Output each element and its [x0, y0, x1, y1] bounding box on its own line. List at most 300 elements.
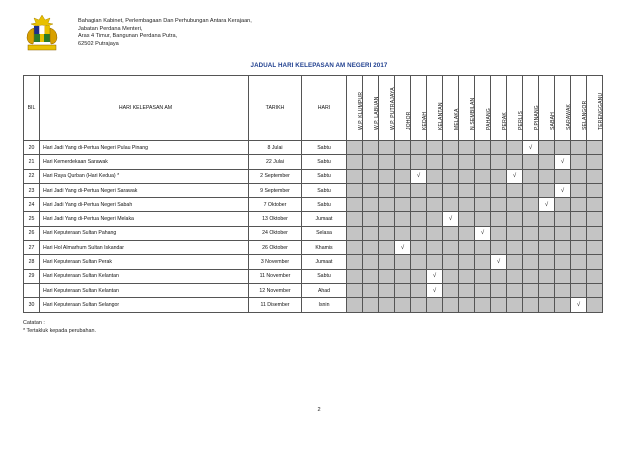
header-state-label: PERLIS: [517, 111, 524, 130]
row-holiday-name: Hari Keputeraan Sultan Kelantan: [40, 269, 249, 283]
row-bil: 26: [24, 226, 40, 240]
shaded-cell: [411, 283, 427, 297]
row-holiday-name: Hari Keputeraan Sultan Perak: [40, 255, 249, 269]
shaded-cell: [379, 241, 395, 255]
check-mark-cell: √: [475, 226, 491, 240]
shaded-cell: [411, 155, 427, 169]
shaded-cell: [475, 212, 491, 226]
shaded-cell: [395, 298, 411, 312]
check-mark-cell: √: [427, 283, 443, 297]
shaded-cell: [507, 241, 523, 255]
shaded-cell: [427, 155, 443, 169]
shaded-cell: [347, 255, 363, 269]
shaded-cell: [443, 169, 459, 183]
row-date: 8 Julai: [249, 141, 302, 155]
shaded-cell: [555, 269, 571, 283]
shaded-cell: [555, 141, 571, 155]
shaded-cell: [395, 198, 411, 212]
shaded-cell: [555, 226, 571, 240]
shaded-cell: [459, 241, 475, 255]
table-body: [24, 141, 603, 313]
shaded-cell: [491, 169, 507, 183]
row-holiday-name: Hari Jadi Yang di-Pertua Negeri Pulau Pinang: [40, 141, 249, 155]
shaded-cell: [475, 255, 491, 269]
row-bil: 24: [24, 198, 40, 212]
row-bil: 20: [24, 141, 40, 155]
row-date: 26 Oktober: [249, 241, 302, 255]
shaded-cell: [379, 141, 395, 155]
shaded-cell: [523, 226, 539, 240]
shaded-cell: [475, 298, 491, 312]
shaded-cell: [491, 298, 507, 312]
header-state-label: SELANGOR: [581, 100, 588, 130]
shaded-cell: [491, 183, 507, 197]
shaded-cell: [539, 255, 555, 269]
shaded-cell: [395, 255, 411, 269]
shaded-cell: [363, 298, 379, 312]
shaded-cell: [379, 283, 395, 297]
shaded-cell: [443, 141, 459, 155]
shaded-cell: [555, 283, 571, 297]
row-day: Sabtu: [302, 141, 347, 155]
shaded-cell: [411, 255, 427, 269]
table-row: [24, 141, 603, 155]
shaded-cell: [347, 241, 363, 255]
shaded-cell: [571, 241, 587, 255]
header-state-label: N.SEMBILAN: [469, 97, 476, 130]
row-date: 2 September: [249, 169, 302, 183]
shaded-cell: [363, 226, 379, 240]
shaded-cell: [491, 198, 507, 212]
header-hari-kelepasan: HARI KELEPASAN AM: [40, 76, 249, 141]
shaded-cell: [523, 198, 539, 212]
check-mark-cell: √: [539, 198, 555, 212]
check-mark-cell: √: [507, 169, 523, 183]
shaded-cell: [379, 255, 395, 269]
shaded-cell: [587, 255, 603, 269]
notes-heading: Catatan :: [23, 320, 45, 326]
shaded-cell: [379, 155, 395, 169]
shaded-cell: [523, 283, 539, 297]
shaded-cell: [571, 169, 587, 183]
shaded-cell: [363, 255, 379, 269]
shaded-cell: [507, 198, 523, 212]
shaded-cell: [427, 212, 443, 226]
table-row: [24, 255, 603, 269]
shaded-cell: [459, 269, 475, 283]
shaded-cell: [395, 226, 411, 240]
shaded-cell: [395, 141, 411, 155]
shaded-cell: [555, 241, 571, 255]
header-state: [507, 76, 523, 141]
row-bil: [24, 283, 40, 297]
shaded-cell: [443, 255, 459, 269]
shaded-cell: [411, 298, 427, 312]
shaded-cell: [427, 183, 443, 197]
table-row: [24, 241, 603, 255]
shaded-cell: [491, 155, 507, 169]
header-state: [427, 76, 443, 141]
shaded-cell: [587, 269, 603, 283]
shaded-cell: [411, 241, 427, 255]
document-title: JADUAL HARI KELEPASAN AM NEGERI 2017: [250, 62, 388, 69]
shaded-cell: [411, 198, 427, 212]
shaded-cell: [347, 283, 363, 297]
row-day: Sabtu: [302, 269, 347, 283]
shaded-cell: [459, 198, 475, 212]
header-state-label: W.P. PUTRAJAYA: [389, 87, 396, 130]
shaded-cell: [491, 269, 507, 283]
shaded-cell: [347, 169, 363, 183]
shaded-cell: [395, 283, 411, 297]
shaded-cell: [427, 198, 443, 212]
header-hari: HARI: [302, 76, 347, 141]
address-line: Bahagian Kabinet, Perlembagaan Dan Perhubungan Antara Kerajaan,: [78, 18, 252, 24]
shaded-cell: [539, 269, 555, 283]
page-number: 2: [317, 407, 321, 413]
shaded-cell: [555, 212, 571, 226]
header-state-label: PAHANG: [485, 108, 492, 130]
shaded-cell: [507, 212, 523, 226]
shaded-cell: [491, 283, 507, 297]
header-bil: BIL: [24, 76, 40, 141]
shaded-cell: [523, 155, 539, 169]
shaded-cell: [491, 226, 507, 240]
address-block: [78, 18, 252, 48]
notes-item: * Tertakluk kepada perubahan.: [23, 328, 97, 334]
shaded-cell: [587, 283, 603, 297]
shaded-cell: [587, 298, 603, 312]
row-date: 13 Oktober: [249, 212, 302, 226]
shaded-cell: [475, 169, 491, 183]
shaded-cell: [523, 269, 539, 283]
row-date: 11 Disember: [249, 298, 302, 312]
shaded-cell: [491, 141, 507, 155]
shaded-cell: [363, 241, 379, 255]
row-date: 22 Julai: [249, 155, 302, 169]
header-state-label: W.P. LABUAN: [373, 96, 380, 130]
shaded-cell: [427, 169, 443, 183]
shaded-cell: [571, 212, 587, 226]
shaded-cell: [539, 183, 555, 197]
header-state-label: PERAK: [501, 112, 508, 130]
shaded-cell: [443, 183, 459, 197]
shaded-cell: [475, 269, 491, 283]
shaded-cell: [379, 183, 395, 197]
shaded-cell: [523, 298, 539, 312]
shaded-cell: [539, 155, 555, 169]
shaded-cell: [523, 255, 539, 269]
shaded-cell: [587, 212, 603, 226]
shaded-cell: [475, 198, 491, 212]
table-row: [24, 169, 603, 183]
shaded-cell: [523, 241, 539, 255]
shaded-cell: [507, 141, 523, 155]
check-mark-cell: √: [395, 241, 411, 255]
row-date: 24 Oktober: [249, 226, 302, 240]
shaded-cell: [363, 212, 379, 226]
row-day: Sabtu: [302, 169, 347, 183]
shaded-cell: [411, 141, 427, 155]
check-mark-cell: √: [411, 169, 427, 183]
row-holiday-name: Hari Raya Qurban (Hari Kedua) *: [40, 169, 249, 183]
malaysia-coat-of-arms-icon: [22, 14, 62, 54]
shaded-cell: [475, 183, 491, 197]
shaded-cell: [411, 183, 427, 197]
shaded-cell: [491, 241, 507, 255]
check-mark-cell: √: [571, 298, 587, 312]
row-bil: 23: [24, 183, 40, 197]
shaded-cell: [539, 141, 555, 155]
row-date: 3 November: [249, 255, 302, 269]
header-state: [379, 76, 395, 141]
shaded-cell: [571, 255, 587, 269]
shaded-cell: [395, 155, 411, 169]
row-day: Isnin: [302, 298, 347, 312]
shaded-cell: [587, 141, 603, 155]
row-day: Sabtu: [302, 183, 347, 197]
check-mark-cell: √: [443, 212, 459, 226]
address-line: Jabatan Perdana Menteri,: [78, 25, 143, 32]
shaded-cell: [347, 198, 363, 212]
shaded-cell: [491, 212, 507, 226]
shaded-cell: [571, 226, 587, 240]
shaded-cell: [427, 298, 443, 312]
shaded-cell: [459, 255, 475, 269]
row-date: 7 Oktober: [249, 198, 302, 212]
header-state-label: W.P. KLUMPUR: [357, 91, 364, 130]
address-line: 62502 Putrajaya: [78, 40, 119, 47]
shaded-cell: [347, 226, 363, 240]
shaded-cell: [459, 283, 475, 297]
shaded-cell: [507, 226, 523, 240]
table-row: [24, 226, 603, 240]
header-state-label: KELANTAN: [437, 102, 444, 130]
shaded-cell: [363, 183, 379, 197]
header-tarikh: TARIKH: [249, 76, 302, 141]
shaded-cell: [379, 169, 395, 183]
shaded-cell: [571, 155, 587, 169]
shaded-cell: [507, 269, 523, 283]
shaded-cell: [363, 141, 379, 155]
header-state: [395, 76, 411, 141]
check-mark-cell: √: [555, 183, 571, 197]
shaded-cell: [363, 283, 379, 297]
header-state: [411, 76, 427, 141]
shaded-cell: [587, 169, 603, 183]
row-holiday-name: Hari Kemerdekaan Sarawak: [40, 155, 249, 169]
header-state-label: KEDAH: [421, 111, 428, 130]
row-holiday-name: Hari Keputeraan Sultan Pahang: [40, 226, 249, 240]
shaded-cell: [459, 169, 475, 183]
row-holiday-name: Hari Hol Almarhum Sultan Iskandar: [40, 241, 249, 255]
shaded-cell: [507, 255, 523, 269]
shaded-cell: [427, 255, 443, 269]
table-row: [24, 198, 603, 212]
shaded-cell: [587, 241, 603, 255]
shaded-cell: [555, 255, 571, 269]
check-mark-cell: √: [427, 269, 443, 283]
shaded-cell: [443, 298, 459, 312]
header-state: [363, 76, 379, 141]
row-bil: 25: [24, 212, 40, 226]
shaded-cell: [427, 226, 443, 240]
shaded-cell: [539, 241, 555, 255]
shaded-cell: [555, 169, 571, 183]
shaded-cell: [539, 212, 555, 226]
shaded-cell: [379, 226, 395, 240]
shaded-cell: [427, 141, 443, 155]
table-row: [24, 155, 603, 169]
table-row: [24, 269, 603, 283]
shaded-cell: [571, 183, 587, 197]
holiday-table: [23, 75, 603, 313]
header-state: [587, 76, 603, 141]
row-day: Ahad: [302, 283, 347, 297]
row-date: 11 November: [249, 269, 302, 283]
header-state: [491, 76, 507, 141]
row-holiday-name: Hari Keputeraan Sultan Selangor: [40, 298, 249, 312]
shaded-cell: [379, 198, 395, 212]
shaded-cell: [475, 283, 491, 297]
row-holiday-name: Hari Jadi Yang di-Pertua Negeri Melaka: [40, 212, 249, 226]
shaded-cell: [571, 141, 587, 155]
shaded-cell: [347, 155, 363, 169]
shaded-cell: [507, 183, 523, 197]
row-bil: 30: [24, 298, 40, 312]
shaded-cell: [395, 212, 411, 226]
shaded-cell: [347, 141, 363, 155]
shaded-cell: [443, 198, 459, 212]
check-mark-cell: √: [523, 141, 539, 155]
row-day: Sabtu: [302, 198, 347, 212]
row-bil: 29: [24, 269, 40, 283]
shaded-cell: [475, 241, 491, 255]
shaded-cell: [571, 269, 587, 283]
shaded-cell: [347, 269, 363, 283]
shaded-cell: [443, 283, 459, 297]
shaded-cell: [395, 183, 411, 197]
shaded-cell: [539, 283, 555, 297]
row-day: Khamis: [302, 241, 347, 255]
header-state-label: MELAKA: [453, 108, 460, 130]
table-row: [24, 183, 603, 197]
shaded-cell: [523, 212, 539, 226]
shaded-cell: [411, 212, 427, 226]
shaded-cell: [363, 198, 379, 212]
row-bil: 21: [24, 155, 40, 169]
shaded-cell: [587, 198, 603, 212]
row-day: Jumaat: [302, 255, 347, 269]
shaded-cell: [443, 155, 459, 169]
shaded-cell: [379, 212, 395, 226]
header-state-label: P.PINANG: [533, 105, 540, 130]
header-state: [571, 76, 587, 141]
shaded-cell: [443, 269, 459, 283]
row-bil: 28: [24, 255, 40, 269]
table-header-row: [24, 76, 603, 141]
check-mark-cell: √: [555, 155, 571, 169]
row-day: Sabtu: [302, 155, 347, 169]
shaded-cell: [507, 298, 523, 312]
shaded-cell: [555, 298, 571, 312]
shaded-cell: [347, 212, 363, 226]
shaded-cell: [379, 269, 395, 283]
shaded-cell: [507, 155, 523, 169]
row-bil: 22: [24, 169, 40, 183]
shaded-cell: [523, 183, 539, 197]
shaded-cell: [507, 283, 523, 297]
shaded-cell: [459, 141, 475, 155]
shaded-cell: [539, 226, 555, 240]
shaded-cell: [427, 241, 443, 255]
shaded-cell: [571, 198, 587, 212]
shaded-cell: [347, 298, 363, 312]
table-row: [24, 212, 603, 226]
shaded-cell: [587, 155, 603, 169]
header-state-label: SABAH: [549, 112, 556, 130]
header-state: [347, 76, 363, 141]
shaded-cell: [475, 141, 491, 155]
shaded-cell: [347, 183, 363, 197]
row-day: Selasa: [302, 226, 347, 240]
header-state: [443, 76, 459, 141]
shaded-cell: [459, 155, 475, 169]
row-date: 9 September: [249, 183, 302, 197]
notes: [23, 319, 96, 335]
shaded-cell: [555, 198, 571, 212]
shaded-cell: [587, 226, 603, 240]
table-row: [24, 283, 603, 297]
row-date: 12 November: [249, 283, 302, 297]
header-state-label: TERENGGANU: [597, 92, 604, 130]
row-bil: 27: [24, 241, 40, 255]
header-state-label: SARAWAK: [565, 103, 572, 130]
shaded-cell: [459, 226, 475, 240]
shaded-cell: [395, 269, 411, 283]
header-state: [555, 76, 571, 141]
row-holiday-name: Hari Jadi Yang di-Pertua Negeri Sarawak: [40, 183, 249, 197]
header-state: [539, 76, 555, 141]
shaded-cell: [523, 169, 539, 183]
shaded-cell: [443, 226, 459, 240]
shaded-cell: [411, 269, 427, 283]
row-holiday-name: Hari Jadi Yang di-Pertua Negeri Sabah: [40, 198, 249, 212]
table-row: [24, 298, 603, 312]
shaded-cell: [571, 283, 587, 297]
shaded-cell: [363, 269, 379, 283]
shaded-cell: [459, 298, 475, 312]
shaded-cell: [395, 169, 411, 183]
header-state: [459, 76, 475, 141]
shaded-cell: [459, 212, 475, 226]
shaded-cell: [363, 169, 379, 183]
check-mark-cell: √: [491, 255, 507, 269]
header-state: [523, 76, 539, 141]
row-day: Jumaat: [302, 212, 347, 226]
shaded-cell: [443, 241, 459, 255]
shaded-cell: [539, 298, 555, 312]
address-line: Aras 4 Timur, Bangunan Perdana Putra,: [78, 33, 178, 40]
shaded-cell: [475, 155, 491, 169]
shaded-cell: [363, 155, 379, 169]
header-state-label: JOHOR: [405, 111, 412, 130]
row-holiday-name: Hari Keputeraan Sultan Kelantan: [40, 283, 249, 297]
shaded-cell: [539, 169, 555, 183]
shaded-cell: [379, 298, 395, 312]
shaded-cell: [411, 226, 427, 240]
shaded-cell: [459, 183, 475, 197]
